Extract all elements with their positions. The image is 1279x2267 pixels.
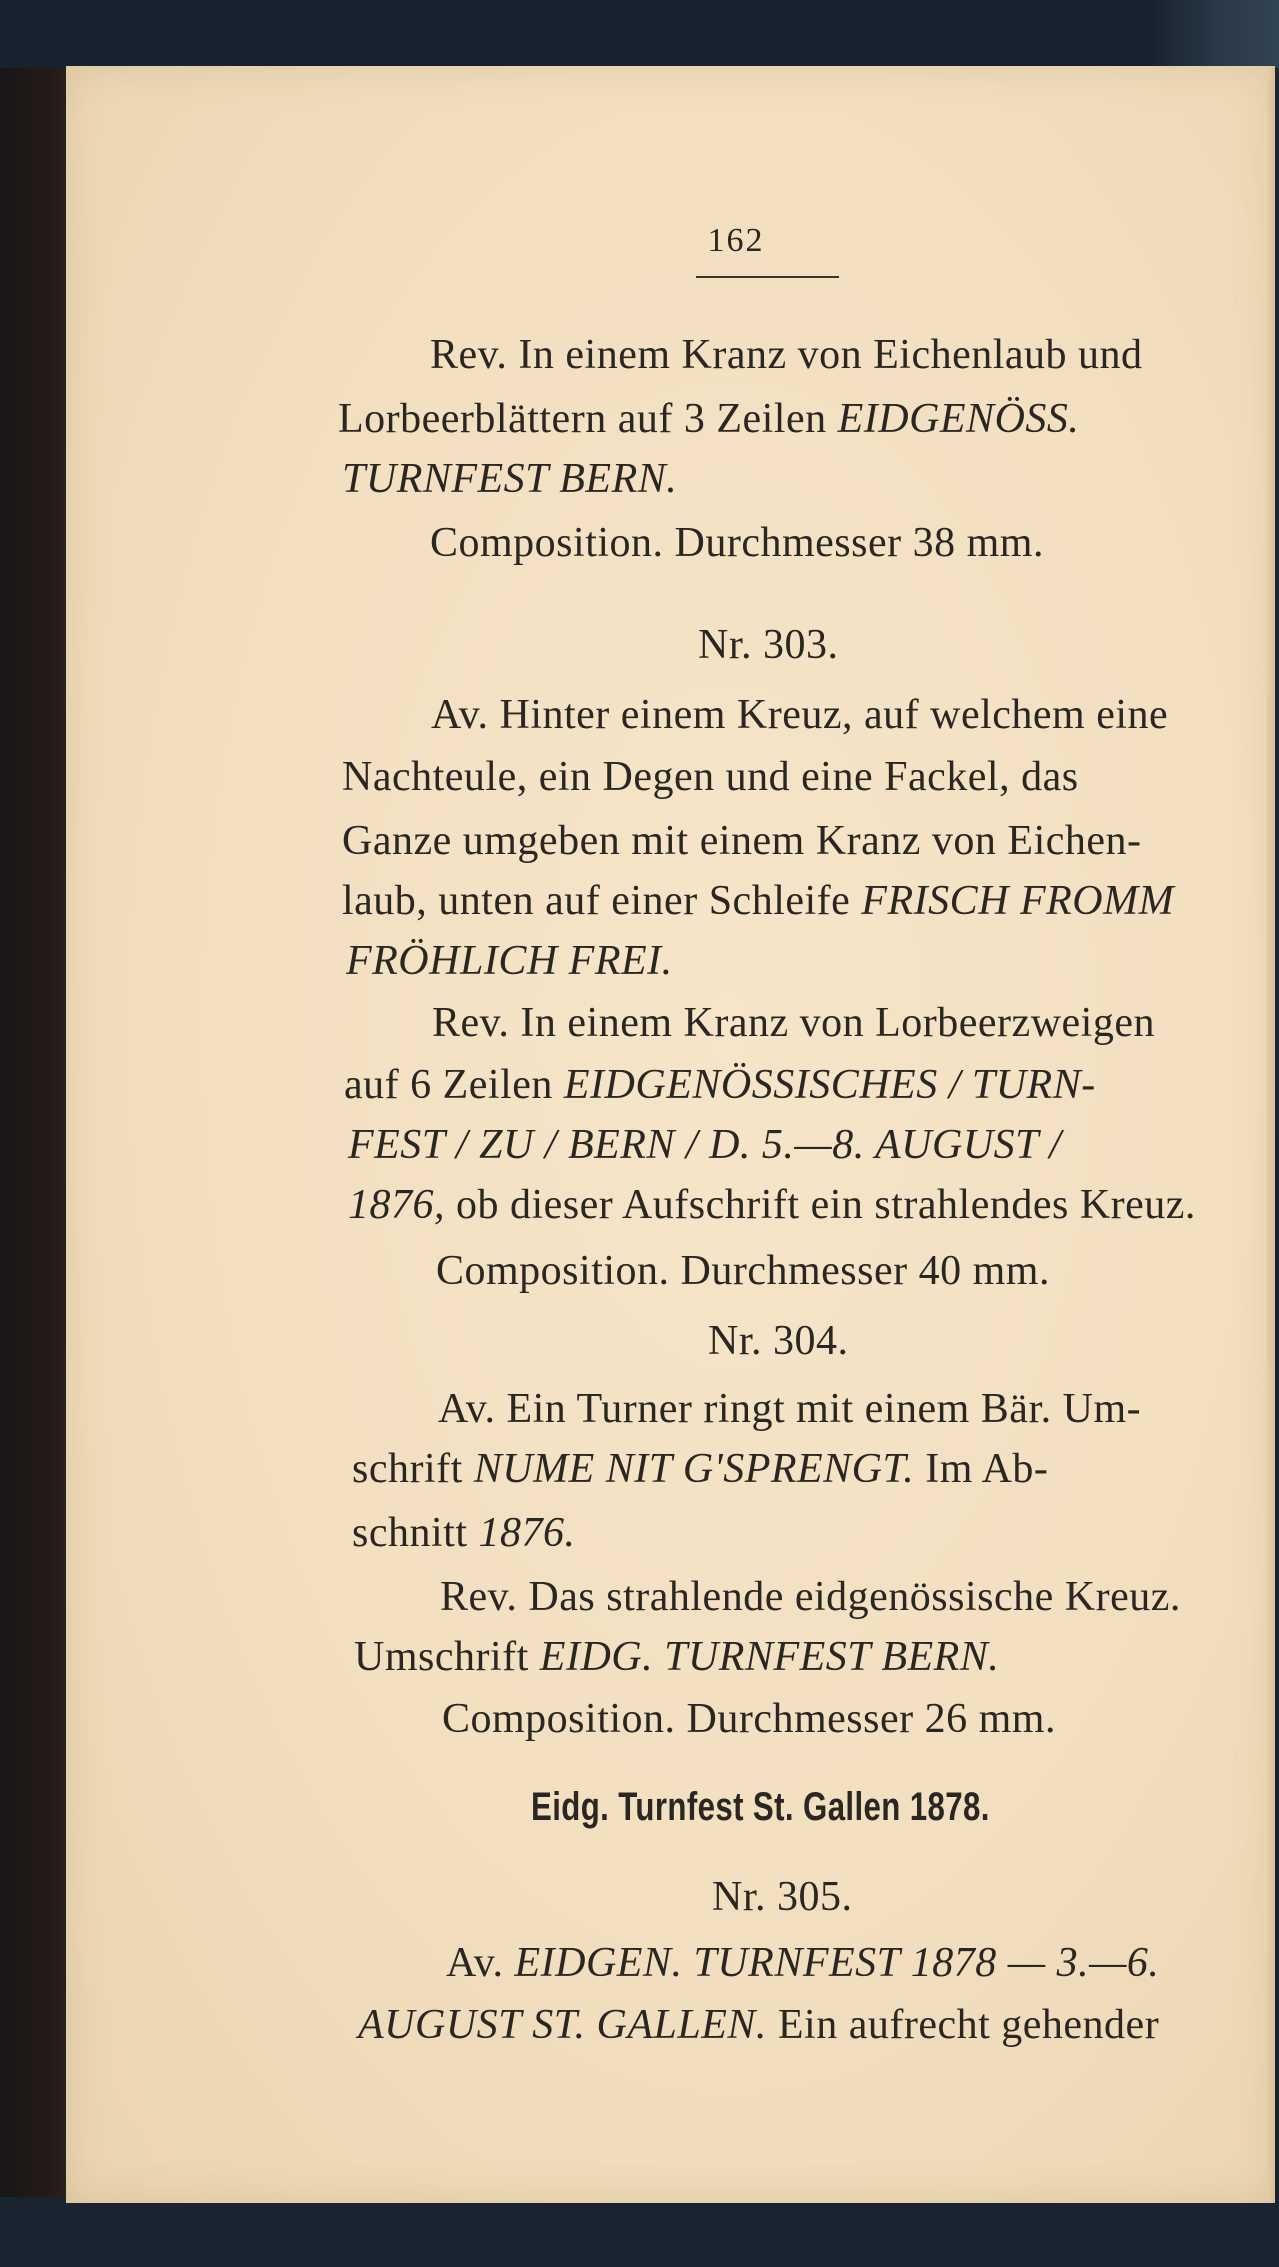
text-span: Av. Hinter einem Kreuz, auf welchem eine: [431, 692, 1169, 738]
bottom-dark-band: [0, 2197, 1279, 2267]
top-right-shadow: [1149, 0, 1279, 68]
text-span: Nr. 305.: [712, 1874, 853, 1920]
text-line: [432, 998, 1155, 1048]
italic-inscription: FRÖHLICH FREI.: [346, 938, 673, 984]
italic-inscription: AUGUST ST. GALLEN.: [358, 2002, 767, 2048]
italic-inscription: EIDGENÖSSISCHES / TURN-: [563, 1062, 1096, 1108]
text-line: [338, 394, 1079, 444]
text-span: Lorbeerblättern auf 3 Zeilen: [338, 396, 838, 442]
text-line: [442, 1694, 1056, 1744]
text-line: [348, 1180, 1196, 1230]
italic-inscription: 1876.: [478, 1510, 576, 1556]
text-span: Nr. 303.: [698, 622, 839, 668]
section-heading: Eidg. Turnfest St. Gallen 1878.: [531, 1785, 990, 1829]
italic-inscription: EIDGEN. TURNFEST 1878 — 3.—6.: [514, 1940, 1160, 1986]
text-span: Av. Ein Turner ringt mit einem Bär. Um-: [438, 1386, 1142, 1432]
text-span: ob dieser Aufschrift ein strahlendes Kreuz.: [445, 1182, 1196, 1228]
text-line: [344, 1060, 1096, 1110]
text-line: [436, 1246, 1050, 1296]
page-edge: [1267, 66, 1275, 2203]
top-dark-band: [0, 0, 1279, 68]
text-span: Composition. Durchmesser 40 mm.: [436, 1248, 1050, 1294]
italic-inscription: FRISCH FROMM: [861, 878, 1175, 924]
entry-number: [698, 620, 839, 670]
book-spine-strip: [0, 68, 70, 2198]
page-number: 162: [707, 222, 765, 259]
book-page: [66, 66, 1273, 2203]
text-span: Umschrift: [354, 1634, 540, 1680]
text-line: [446, 1938, 1159, 1988]
entry-number: [712, 1872, 853, 1922]
text-span: Av.: [446, 1940, 515, 1986]
italic-inscription: TURNFEST BERN.: [342, 456, 678, 502]
text-span: schrift: [352, 1446, 474, 1492]
page-number-rule: [696, 276, 839, 278]
italic-inscription: FEST / ZU / BERN / D. 5.—8. AUGUST /: [348, 1122, 1062, 1168]
text-line: [342, 454, 677, 504]
text-span: Im Ab-: [914, 1446, 1049, 1492]
entry-number: [708, 1316, 849, 1366]
text-line: [430, 518, 1044, 568]
text-span: Rev. Das strahlende eidgenössische Kreuz.: [440, 1574, 1181, 1620]
text-line: [352, 1508, 576, 1558]
text-span: Ein aufrecht gehender: [766, 2002, 1160, 2048]
text-span: laub, unten auf einer Schleife: [342, 878, 862, 924]
text-line: [354, 1632, 999, 1682]
text-line: [440, 1572, 1181, 1622]
text-span: Nachteule, ein Degen und eine Fackel, das: [342, 754, 1079, 800]
text-line: [342, 816, 1142, 866]
italic-inscription: NUME NIT G'SPRENGT.: [473, 1446, 915, 1492]
italic-inscription: EIDG. TURNFEST BERN.: [539, 1634, 1000, 1680]
text-line: [352, 1444, 1048, 1494]
text-span: Rev. In einem Kranz von Lorbeerzweigen: [432, 1000, 1155, 1046]
text-line: [342, 752, 1079, 802]
text-span: Composition. Durchmesser 38 mm.: [430, 520, 1044, 566]
text-line: [346, 936, 673, 986]
text-line: [438, 1384, 1141, 1434]
text-span: Ganze umgeben mit einem Kranz von Eichen-: [342, 818, 1142, 864]
text-span: Rev. In einem Kranz von Eichenlaub und: [430, 332, 1143, 378]
text-span: auf 6 Zeilen: [344, 1062, 564, 1108]
text-line: [342, 876, 1174, 926]
text-line: [348, 1120, 1061, 1170]
text-line: [358, 2000, 1159, 2050]
text-span: Nr. 304.: [708, 1318, 849, 1364]
text-span: Composition. Durchmesser 26 mm.: [442, 1696, 1056, 1742]
text-line: [431, 690, 1168, 740]
italic-inscription: EIDGENÖSS.: [837, 396, 1080, 442]
text-line: [430, 330, 1143, 380]
italic-inscription: 1876,: [348, 1182, 445, 1228]
text-span: schnitt: [352, 1510, 479, 1556]
